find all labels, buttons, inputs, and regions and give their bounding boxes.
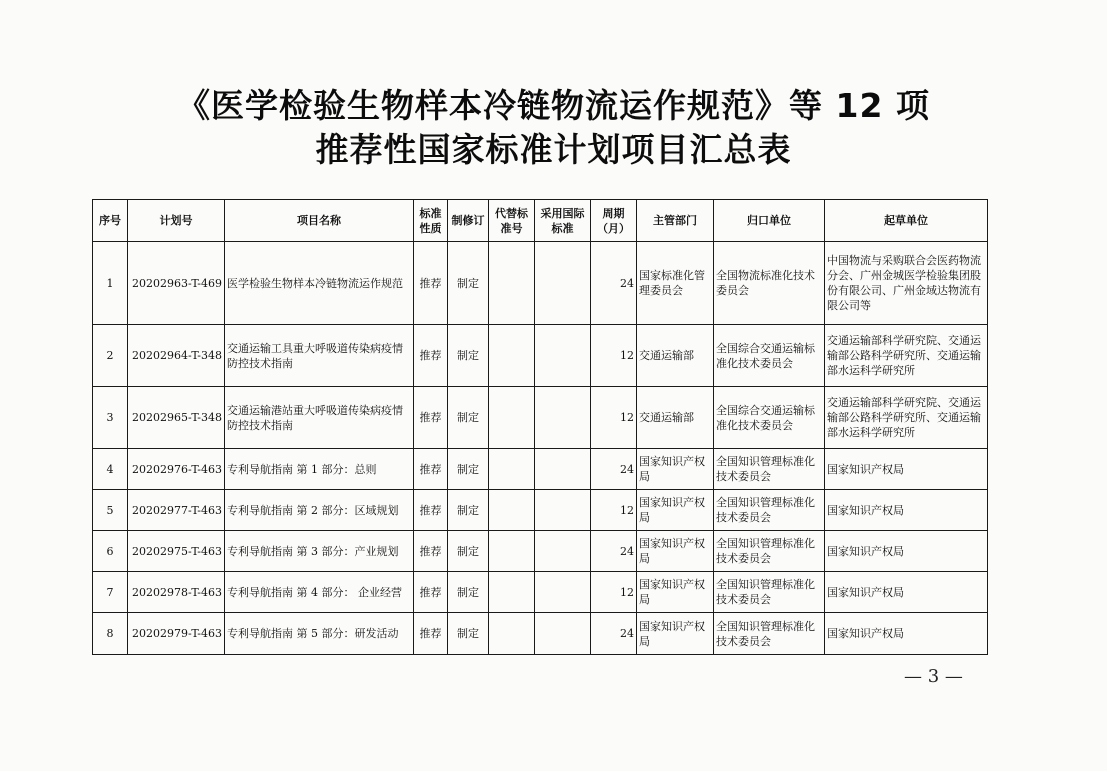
cell-plan-no: 20202964-T-348 xyxy=(128,325,225,387)
cell-revise: 制定 xyxy=(448,490,489,531)
cell-drafter: 中国物流与采购联合会医药物流分会、广州金城医学检验集团股份有限公司、广州金域达物流有限公司等 xyxy=(825,242,988,325)
cell-replace xyxy=(489,613,535,655)
header-name: 项目名称 xyxy=(225,200,414,242)
page-number: — 3 — xyxy=(904,666,963,687)
cell-replace xyxy=(489,242,535,325)
cell-dept: 国家知识产权局 xyxy=(637,572,714,613)
cell-name: 专利导航指南 第 3 部分：产业规划 xyxy=(225,531,414,572)
cell-intl xyxy=(535,387,591,449)
cell-intl xyxy=(535,242,591,325)
cell-seq: 6 xyxy=(93,531,128,572)
cell-plan-no: 20202977-T-463 xyxy=(128,490,225,531)
cell-intl xyxy=(535,325,591,387)
cell-nature: 推荐 xyxy=(414,572,448,613)
header-intl: 采用国际标准 xyxy=(535,200,591,242)
cell-period: 12 xyxy=(591,490,637,531)
cell-period: 24 xyxy=(591,242,637,325)
cell-drafter: 国家知识产权局 xyxy=(825,490,988,531)
cell-intl xyxy=(535,490,591,531)
cell-revise: 制定 xyxy=(448,387,489,449)
table-row xyxy=(93,572,988,613)
plan-summary-table xyxy=(92,199,988,655)
cell-nature: 推荐 xyxy=(414,242,448,325)
cell-plan-no: 20202978-T-463 xyxy=(128,572,225,613)
cell-nature: 推荐 xyxy=(414,531,448,572)
cell-nature: 推荐 xyxy=(414,613,448,655)
cell-dept: 国家知识产权局 xyxy=(637,449,714,490)
cell-revise: 制定 xyxy=(448,572,489,613)
cell-seq: 5 xyxy=(93,490,128,531)
cell-period: 24 xyxy=(591,613,637,655)
cell-name: 专利导航指南 第 1 部分：总则 xyxy=(225,449,414,490)
cell-seq: 4 xyxy=(93,449,128,490)
header-drafter: 起草单位 xyxy=(825,200,988,242)
table-row xyxy=(93,325,988,387)
cell-unit: 全国知识管理标准化技术委员会 xyxy=(714,449,825,490)
table-row xyxy=(93,613,988,655)
document-title-line2: 推荐性国家标准计划项目汇总表 xyxy=(315,130,792,169)
table-row xyxy=(93,242,988,325)
cell-plan-no: 20202963-T-469 xyxy=(128,242,225,325)
header-replace: 代替标准号 xyxy=(489,200,535,242)
cell-period: 12 xyxy=(591,387,637,449)
cell-nature: 推荐 xyxy=(414,490,448,531)
cell-seq: 1 xyxy=(93,242,128,325)
cell-seq: 2 xyxy=(93,325,128,387)
cell-revise: 制定 xyxy=(448,613,489,655)
cell-name: 专利导航指南 第 5 部分：研发活动 xyxy=(225,613,414,655)
header-seq: 序号 xyxy=(93,200,128,242)
cell-replace xyxy=(489,387,535,449)
cell-plan-no: 20202965-T-348 xyxy=(128,387,225,449)
cell-intl xyxy=(535,449,591,490)
cell-unit: 全国综合交通运输标准化技术委员会 xyxy=(714,325,825,387)
table-row xyxy=(93,449,988,490)
header-unit: 归口单位 xyxy=(714,200,825,242)
cell-intl xyxy=(535,572,591,613)
cell-plan-no: 20202976-T-463 xyxy=(128,449,225,490)
cell-nature: 推荐 xyxy=(414,387,448,449)
table-row xyxy=(93,490,988,531)
cell-period: 24 xyxy=(591,531,637,572)
cell-nature: 推荐 xyxy=(414,449,448,490)
header-nature: 标准性质 xyxy=(414,200,448,242)
cell-replace xyxy=(489,449,535,490)
cell-drafter: 交通运输部科学研究院、交通运输部公路科学研究所、交通运输部水运科学研究所 xyxy=(825,325,988,387)
cell-name: 医学检验生物样本冷链物流运作规范 xyxy=(225,242,414,325)
cell-replace xyxy=(489,325,535,387)
cell-unit: 全国知识管理标准化技术委员会 xyxy=(714,490,825,531)
cell-intl xyxy=(535,613,591,655)
document-title-line1: 《医学检验生物样本冷链物流运作规范》等 12 项 xyxy=(177,86,930,125)
cell-drafter: 国家知识产权局 xyxy=(825,449,988,490)
cell-revise: 制定 xyxy=(448,449,489,490)
cell-seq: 7 xyxy=(93,572,128,613)
cell-name: 专利导航指南 第 2 部分：区域规划 xyxy=(225,490,414,531)
cell-revise: 制定 xyxy=(448,531,489,572)
cell-drafter: 国家知识产权局 xyxy=(825,613,988,655)
table-header-row xyxy=(93,200,988,242)
cell-seq: 3 xyxy=(93,387,128,449)
cell-dept: 国家知识产权局 xyxy=(637,613,714,655)
cell-dept: 国家标准化管理委员会 xyxy=(637,242,714,325)
cell-unit: 全国知识管理标准化技术委员会 xyxy=(714,572,825,613)
cell-replace xyxy=(489,531,535,572)
header-revise: 制修订 xyxy=(448,200,489,242)
header-plan-no: 计划号 xyxy=(128,200,225,242)
cell-drafter: 国家知识产权局 xyxy=(825,531,988,572)
cell-name: 专利导航指南 第 4 部分： 企业经营 xyxy=(225,572,414,613)
cell-revise: 制定 xyxy=(448,242,489,325)
cell-drafter: 交通运输部科学研究院、交通运输部公路科学研究所、交通运输部水运科学研究所 xyxy=(825,387,988,449)
cell-unit: 全国物流标准化技术委员会 xyxy=(714,242,825,325)
table-row xyxy=(93,531,988,572)
header-dept: 主管部门 xyxy=(637,200,714,242)
cell-intl xyxy=(535,531,591,572)
cell-period: 12 xyxy=(591,572,637,613)
header-period: 周期（月） xyxy=(591,200,637,242)
cell-dept: 国家知识产权局 xyxy=(637,531,714,572)
cell-replace xyxy=(489,490,535,531)
cell-period: 12 xyxy=(591,325,637,387)
cell-seq: 8 xyxy=(93,613,128,655)
cell-replace xyxy=(489,572,535,613)
cell-name: 交通运输工具重大呼吸道传染病疫情防控技术指南 xyxy=(225,325,414,387)
cell-unit: 全国知识管理标准化技术委员会 xyxy=(714,531,825,572)
cell-name: 交通运输港站重大呼吸道传染病疫情防控技术指南 xyxy=(225,387,414,449)
cell-revise: 制定 xyxy=(448,325,489,387)
table-row xyxy=(93,387,988,449)
cell-plan-no: 20202975-T-463 xyxy=(128,531,225,572)
cell-dept: 交通运输部 xyxy=(637,387,714,449)
cell-dept: 国家知识产权局 xyxy=(637,490,714,531)
cell-unit: 全国知识管理标准化技术委员会 xyxy=(714,613,825,655)
cell-nature: 推荐 xyxy=(414,325,448,387)
cell-dept: 交通运输部 xyxy=(637,325,714,387)
cell-plan-no: 20202979-T-463 xyxy=(128,613,225,655)
cell-period: 24 xyxy=(591,449,637,490)
cell-unit: 全国综合交通运输标准化技术委员会 xyxy=(714,387,825,449)
cell-drafter: 国家知识产权局 xyxy=(825,572,988,613)
